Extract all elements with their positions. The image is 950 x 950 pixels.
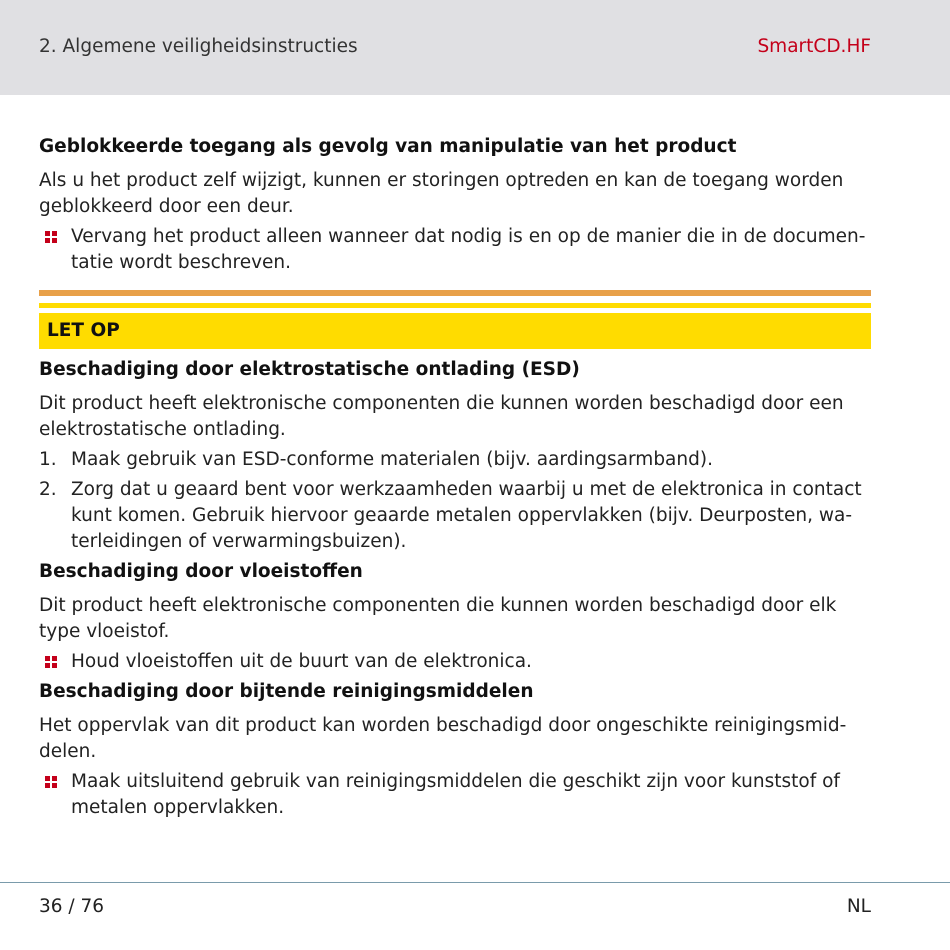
red-square-bullet-icon	[45, 776, 57, 788]
bullet-text: Houd vloeistoffen uit de buurt van de elektronica.	[71, 651, 532, 672]
numbered-step	[39, 447, 871, 473]
section-heading-manipulation: Geblokkeerde toegang als gevolg van manipulatie van het product	[39, 136, 737, 157]
section-paragraph-esd: Dit product heeft elektronische componenten die kunnen worden beschadigd door een elektrostatische ontlading.	[39, 393, 844, 440]
warning-divider-yellow	[39, 303, 871, 308]
red-square-bullet-icon	[45, 231, 57, 243]
notice-label-bar	[39, 313, 871, 349]
section-paragraph-manipulation: Als u het product zelf wijzigt, kunnen er storingen optreden en kan de toegang worden geblokkeerd door een deur.	[39, 170, 844, 217]
page-content	[39, 134, 871, 825]
language-code: NL	[846, 896, 871, 917]
page-number: 36 / 76	[39, 896, 105, 917]
step-number: 2.	[39, 479, 57, 500]
list-item	[39, 649, 871, 675]
bullet-text: Maak uitsluitend gebruik van reinigingsmiddelen die geschikt zijn voor kunststof of metalen oppervlakken.	[71, 771, 840, 818]
section-paragraph-liquids: Dit product heeft elektronische componenten die kunnen worden beschadigd door elk type vloeistof.	[39, 595, 837, 642]
list-item	[39, 224, 871, 276]
section-heading-liquids: Beschadiging door vloeistoffen	[39, 561, 363, 582]
section-heading-cleaning: Beschadiging door bijtende reinigingsmiddelen	[39, 681, 534, 702]
bullet-text: Vervang het product alleen wanneer dat nodig is en op de manier die in de documentatie wordt beschreven.	[71, 226, 866, 273]
red-square-bullet-icon	[45, 656, 57, 668]
footer-divider	[0, 882, 950, 883]
page-header	[0, 0, 950, 95]
section-paragraph-cleaning: Het oppervlak van dit product kan worden beschadigd door ongeschikte reinigingsmiddelen.	[39, 715, 847, 762]
notice-label: LET OP	[47, 320, 120, 341]
numbered-step	[39, 477, 871, 555]
warning-divider-orange	[39, 290, 871, 296]
step-text: Zorg dat u geaard bent voor werkzaamheden waarbij u met de elektronica in contact kunt komen. Gebruik hiervoor geaarde metalen oppervlakken (bijv. Deurposten, waterleidingen of verwarmingsbuizen).	[71, 479, 862, 552]
section-heading-esd: Beschadiging door elektrostatische ontlading (ESD)	[39, 359, 580, 380]
step-number: 1.	[39, 449, 57, 470]
chapter-title: 2. Algemene veiligheidsinstructies	[39, 36, 358, 57]
list-item	[39, 769, 871, 821]
step-text: Maak gebruik van ESD-conforme materialen (bijv. aardingsarmband).	[71, 449, 713, 470]
product-brand: SmartCD.HF	[757, 36, 871, 57]
